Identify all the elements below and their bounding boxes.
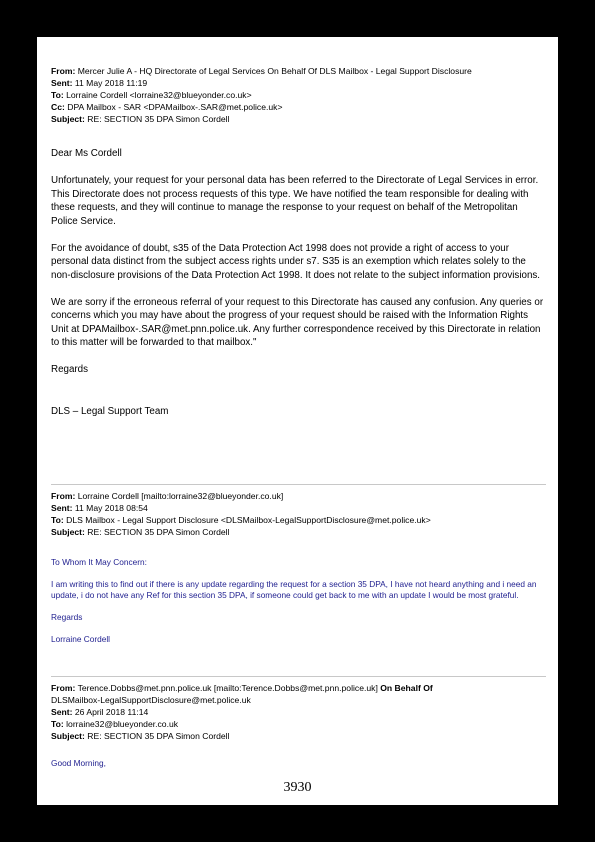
to-value: DLS Mailbox - Legal Support Disclosure <DLSMailbox-LegalSupportDisclosure@met.police.uk> [66, 515, 431, 525]
from-value: Terence.Dobbs@met.pnn.police.uk [mailto:Terence.Dobbs@met.pnn.police.uk] [77, 683, 378, 693]
message-body: I am writing this to find out if there is any update regarding the request for a section 35 DPA, I have not heard anything and i need an update, i do not have any Ref for this section 35 DPA, if someone could get back to me with an update I would be most grateful. [51, 579, 537, 600]
from-value: Mercer Julie A - HQ Directorate of Legal Services On Behalf Of DLS Mailbox - Legal Support Disclosure [77, 66, 472, 76]
email2-body [51, 557, 546, 645]
subject-value: RE: SECTION 35 DPA Simon Cordell [87, 731, 230, 741]
document-page [37, 37, 558, 805]
sent-value: 11 May 2018 11:19 [74, 78, 148, 88]
on-behalf-label: On Behalf Of [380, 683, 433, 693]
sent-label: Sent: [51, 707, 73, 717]
subject-label: Subject: [51, 114, 85, 124]
subject-value: RE: SECTION 35 DPA Simon Cordell [87, 527, 230, 537]
email1-header [51, 65, 546, 125]
sent-value: 11 May 2018 08:54 [74, 503, 148, 513]
regards: Regards [51, 364, 89, 375]
to-label: To: [51, 719, 64, 729]
regards: Regards [51, 612, 83, 622]
email2-header [51, 490, 546, 538]
email3-body [51, 758, 546, 769]
to-value: lorraine32@blueyonder.co.uk [66, 719, 179, 729]
signature: Lorraine Cordell [51, 634, 111, 644]
greeting: To Whom It May Concern: [51, 557, 147, 567]
to-value: Lorraine Cordell <lorraine32@blueyonder.co.uk> [66, 90, 252, 100]
sent-label: Sent: [51, 503, 73, 513]
separator-line [51, 676, 546, 677]
page-number: 3930 [283, 780, 312, 795]
subject-label: Subject: [51, 731, 85, 741]
greeting: Good Morning, [51, 758, 106, 768]
sent-label: Sent: [51, 78, 73, 88]
from-value: Lorraine Cordell [mailto:lorraine32@blueyonder.co.uk] [77, 491, 284, 501]
from-label: From: [51, 683, 76, 693]
from-label: From: [51, 66, 76, 76]
cc-label: Cc: [51, 102, 65, 112]
email3-header [51, 682, 546, 742]
to-label: To: [51, 90, 64, 100]
subject-label: Subject: [51, 527, 85, 537]
subject-value: RE: SECTION 35 DPA Simon Cordell [87, 114, 230, 124]
from-value-continued: DLSMailbox-LegalSupportDisclosure@met.police.uk [51, 695, 251, 705]
cc-value: DPA Mailbox - SAR <DPAMailbox-.SAR@met.police.uk> [67, 102, 283, 112]
paragraph-2: For the avoidance of doubt, s35 of the Data Protection Act 1998 does not provide a right of access to your personal data distinct from the subject access rights under s7. S35 is an exemption which relates solely to the non-disclosure provisions of the Data Protection Act 1998. It does not relate to the subject information provisions. [51, 242, 541, 281]
paragraph-1: Unfortunately, your request for your personal data has been referred to the Directorate of Legal Services in error. This Directorate does not process requests of this type. We have notified the team responsible for dealing with these requests, and they will continue to manage the response to your request on behalf of the Metropolitan Police Service. [51, 175, 539, 227]
paragraph-3: We are sorry if the erroneous referral of your request to this Directorate has caused any confusion. Any queries or concerns which you may have about the progress of your request should be raised with the Information Rights Unit at DPAMailbox-.SAR@met.pnn.police.uk. Any further correspondence received by this Directorate in relation to this matter will be forwarded to that mailbox." [51, 296, 544, 348]
separator-line [51, 484, 546, 485]
email1-body [51, 147, 546, 432]
to-label: To: [51, 515, 64, 525]
salutation: Dear Ms Cordell [51, 148, 122, 159]
sent-value: 26 April 2018 11:14 [74, 707, 149, 717]
signature: DLS – Legal Support Team [51, 405, 169, 417]
from-label: From: [51, 491, 76, 501]
